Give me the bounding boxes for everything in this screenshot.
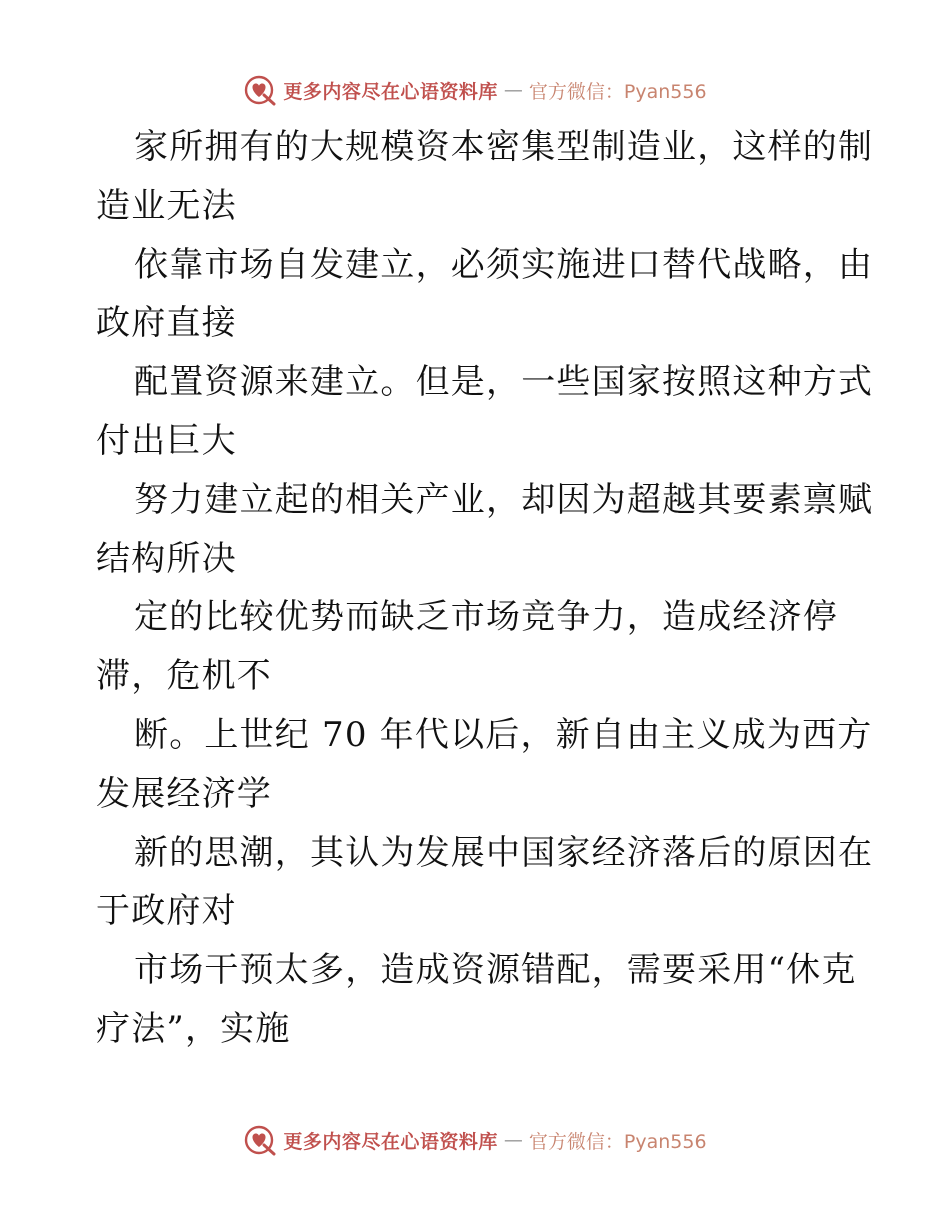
footer-watermark	[0, 1122, 950, 1158]
body-line: 疗法”，实施	[96, 1008, 291, 1049]
body-line: 新的思潮，其认为发展中国家经济落后的原因在	[134, 832, 874, 873]
watermark-site-text: 更多内容尽在心语资料库	[283, 80, 498, 103]
document-body	[96, 118, 874, 1059]
watermark-separator: —	[503, 79, 523, 101]
body-line: 滞，危机不	[96, 656, 272, 697]
body-line: 造业无法	[96, 185, 237, 226]
body-line: 发展经济学	[96, 773, 272, 814]
heart-pen-logo-icon	[243, 1123, 277, 1157]
watermark-contact-text: 官方微信：Pyan556	[528, 1130, 707, 1153]
watermark-contact-text: 官方微信：Pyan556	[528, 80, 707, 103]
body-line: 配置资源来建立。但是，一些国家按照这种方式	[134, 362, 874, 403]
header-watermark	[0, 72, 950, 108]
body-line: 断。上世纪 70 年代以后，新自由主义成为西方	[134, 714, 873, 755]
body-line: 家所拥有的大规模资本密集型制造业，这样的制	[134, 127, 874, 167]
watermark-site-text: 更多内容尽在心语资料库	[283, 1130, 498, 1153]
body-line: 于政府对	[96, 891, 237, 932]
watermark-separator: —	[503, 1129, 523, 1151]
body-line: 依靠市场自发建立，必须实施进口替代战略，由	[134, 244, 874, 285]
body-line: 结构所决	[96, 538, 237, 579]
body-line: 努力建立起的相关产业，却因为超越其要素禀赋	[134, 479, 874, 520]
body-line: 定的比较优势而缺乏市场竞争力，造成经济停	[134, 597, 838, 638]
heart-pen-logo-icon	[243, 73, 277, 107]
body-line: 市场干预太多，造成资源错配，需要采用“休克	[134, 950, 857, 991]
body-line: 付出巨大	[96, 420, 237, 461]
body-line: 政府直接	[96, 303, 237, 344]
